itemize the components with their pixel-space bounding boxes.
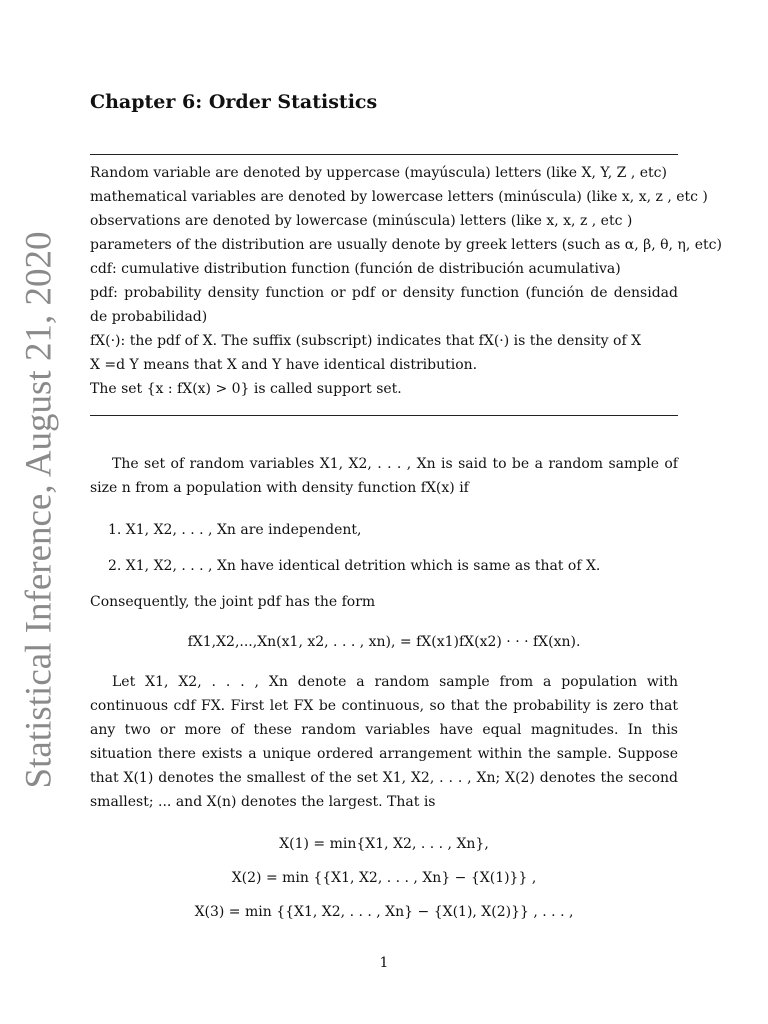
watermark <box>14 231 64 789</box>
order-statistics-paragraph: Let X1, X2, . . . , Xn denote a random sample from a population with continuous cdf FX. First let FX be continuous, so that the probability is zero that any two or more of these random variables have equal magnitudes. In this situation there exists a unique ordered arrangement within the sample. Suppose that X(1) denotes the smallest of the set X1, X2, . . . , Xn; X(2) denotes the second smallest; ... and X(n) denotes the largest. That is <box>90 674 678 810</box>
notation-line: parameters of the distribution are usually denote by greek letters (such as α, β, θ, η, etc) <box>90 237 722 253</box>
condition-item: 2. X1, X2, . . . , Xn have identical detrition which is same as that of X. <box>108 558 601 574</box>
chapter-title: Chapter 6: Order Statistics <box>90 91 378 113</box>
order-equation: X(3) = min {{X1, X2, . . . , Xn} − {X(1), X(2)}} , . . . , <box>194 904 574 920</box>
notation-line: cdf: cumulative distribution function (función de distribución acumulativa) <box>90 261 621 277</box>
notation-line: The set {x : fX(x) > 0} is called support set. <box>90 381 402 397</box>
notation-line: Random variable are denoted by uppercase (mayúscula) letters (like X, Y, Z , etc) <box>90 165 667 181</box>
order-equations <box>90 832 678 924</box>
condition-item: 1. X1, X2, . . . , Xn are independent, <box>108 522 362 538</box>
order-equation: X(2) = min {{X1, X2, . . . , Xn} − {X(1)}} , <box>231 870 537 886</box>
notation-line: pdf: probability density function or pdf or density function (función de densidad de probabilidad) <box>90 285 678 325</box>
notation-block <box>90 161 722 401</box>
bottom-rule <box>90 415 678 416</box>
page-content <box>90 88 722 934</box>
notation-line: fX(·): the pdf of X. The suffix (subscript) indicates that fX(·) is the density of X <box>90 333 642 349</box>
random-sample-paragraph: The set of random variables X1, X2, . . . , Xn is said to be a random sample of size n from a population with density function fX(x) if <box>90 456 678 496</box>
consequently-text: Consequently, the joint pdf has the form <box>90 594 376 610</box>
order-equation: X(1) = min{X1, X2, . . . , Xn}, <box>279 836 489 852</box>
top-rule <box>90 154 678 155</box>
notation-line: X =d Y means that X and Y have identical distribution. <box>90 357 478 373</box>
notation-line: observations are denoted by lowercase (minúscula) letters (like x, x, z , etc ) <box>90 213 633 229</box>
notation-line: mathematical variables are denoted by lowercase letters (minúscula) (like x, x, z , etc ) <box>90 189 708 205</box>
joint-pdf-equation: fX1,X2,...,Xn(x1, x2, . . . , xn), = fX(x1)fX(x2) · · · fX(xn). <box>187 634 581 650</box>
watermark-text: Statistical Inference, August 21, 2020 <box>18 231 60 789</box>
page-number: 1 <box>379 955 389 971</box>
conditions-list <box>108 518 678 578</box>
